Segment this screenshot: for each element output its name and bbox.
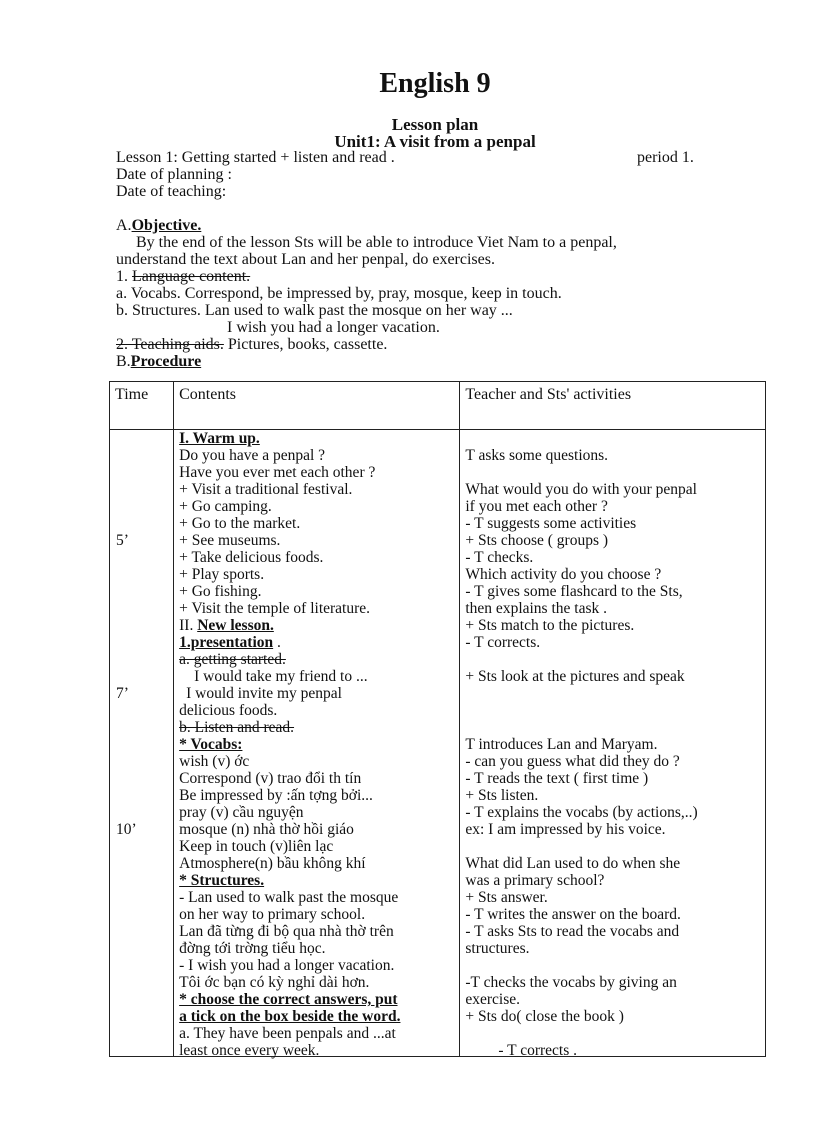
- section-b-heading: [116, 353, 201, 370]
- time-presentation: 7’: [116, 685, 129, 702]
- structures-line: b. Structures. Lan used to walk past the mosque on her way ...: [116, 302, 513, 319]
- objective-line-1: By the end of the lesson Sts will be able to introduce Viet Nam to a penpal,: [136, 234, 617, 251]
- content-line: Keep in touch (v)liên lạc: [179, 838, 334, 855]
- content-line: I would take my friend to ...: [194, 668, 368, 685]
- procedure-table: [109, 381, 766, 1057]
- teaching-aids-text: Pictures, books, cassette.: [227, 336, 388, 353]
- activity-line: - T gives some flashcard to the Sts,: [465, 583, 683, 600]
- activity-line: T asks some questions.: [465, 447, 609, 464]
- teaching-aids-title: 2. Teaching aids.: [116, 336, 224, 353]
- activity-line: exercise.: [465, 991, 521, 1008]
- content-line: pray (v) cầu nguyện: [179, 804, 304, 821]
- date-of-teaching: Date of teaching:: [116, 183, 227, 200]
- presentation-title: 1.presentation: [179, 634, 274, 651]
- activity-line: - T writes the answer on the board.: [465, 906, 681, 923]
- activity-line: + Sts do( close the book ): [465, 1008, 624, 1025]
- content-line: least once every week.: [179, 1042, 320, 1059]
- activity-line: + Sts answer.: [465, 889, 548, 906]
- language-content-title: Language content.: [132, 268, 251, 285]
- period-label: period 1.: [637, 149, 694, 166]
- teaching-aids-line: [116, 336, 387, 353]
- activity-line: if you met each other ?: [465, 498, 608, 515]
- subtitle-lesson-plan: Lesson plan: [391, 115, 479, 134]
- content-line: + See museums.: [179, 532, 281, 549]
- vocabs-heading: * Vocabs:: [179, 736, 243, 753]
- content-line: đờng tới trờng tiểu học.: [179, 940, 326, 957]
- new-lesson-prefix: II.: [179, 617, 194, 634]
- activity-line: then explains the task .: [465, 600, 607, 617]
- content-line: + Visit a traditional festival.: [179, 481, 353, 498]
- section-a-heading: [116, 217, 201, 234]
- activity-line: - T asks Sts to read the vocabs and: [465, 923, 680, 940]
- date-of-planning: Date of planning :: [116, 166, 232, 183]
- time-listen-read: 10’: [116, 821, 137, 838]
- activity-line: What did Lan used to do when she: [465, 855, 681, 872]
- header-contents: Contents: [174, 382, 460, 430]
- header-activities: Teacher and Sts' activities: [460, 382, 766, 430]
- time-cell: [110, 430, 174, 1057]
- lesson-line: Lesson 1: Getting started + listen and read .: [116, 149, 395, 166]
- activity-line: -T checks the vocabs by giving an: [465, 974, 677, 991]
- language-content-heading: [116, 268, 250, 285]
- activity-line: - T corrects.: [465, 634, 541, 651]
- listen-and-read-heading: b. Listen and read.: [179, 719, 295, 736]
- activity-line: - can you guess what did they do ?: [465, 753, 680, 770]
- activity-line: T introduces Lan and Maryam.: [465, 736, 658, 753]
- content-line: Tôi ớc bạn có kỳ nghỉ dài hơn.: [179, 974, 370, 991]
- content-line: Do you have a penpal ?: [179, 447, 326, 464]
- content-line: on her way to primary school.: [179, 906, 366, 923]
- activity-line: - T explains the vocabs (by actions,..): [465, 804, 698, 821]
- content-line: Lan đã từng đi bộ qua nhà thờ trên: [179, 923, 394, 940]
- exercise-heading-2: a tick on the box beside the word.: [179, 1008, 401, 1025]
- content-line: - Lan used to walk past the mosque: [179, 889, 399, 906]
- table-header-row: [110, 382, 766, 430]
- structures-line-2: I wish you had a longer vacation.: [227, 319, 440, 336]
- document-title: English 9: [379, 68, 491, 99]
- header-time: Time: [110, 382, 174, 430]
- activity-line: - T corrects .: [498, 1042, 577, 1059]
- vocabs-line: a. Vocabs. Correspond, be impressed by, pray, mosque, keep in touch.: [116, 285, 562, 302]
- content-line: Have you ever met each other ?: [179, 464, 376, 481]
- content-line: + Play sports.: [179, 566, 265, 583]
- exercise-heading-1: * choose the correct answers, put: [179, 991, 398, 1008]
- activity-line: ex: I am impressed by his voice.: [465, 821, 666, 838]
- content-line: Be impressed by :ấn tợng bởi...: [179, 787, 373, 804]
- subtitle-unit: Unit1: A visit from a penpal: [334, 132, 536, 151]
- content-line: wish (v) ớc: [179, 753, 250, 770]
- content-line: + Go camping.: [179, 498, 272, 515]
- activity-line: structures.: [465, 940, 530, 957]
- section-b-prefix: B.: [116, 353, 131, 370]
- new-lesson-title: New lesson.: [197, 617, 274, 634]
- content-line: - I wish you had a longer vacation.: [179, 957, 395, 974]
- contents-cell: [174, 430, 460, 1057]
- content-line: Atmosphere(n) bầu không khí: [179, 855, 366, 872]
- section-b-title: Procedure: [130, 353, 202, 370]
- time-warm-up: 5’: [116, 532, 129, 549]
- getting-started-heading: a. getting started.: [179, 651, 286, 668]
- presentation-dot: .: [277, 634, 281, 651]
- structures-heading: * Structures.: [179, 872, 265, 889]
- objective-line-2: understand the text about Lan and her penpal, do exercises.: [116, 251, 495, 268]
- activity-line: - T suggests some activities: [465, 515, 637, 532]
- activity-line: + Sts match to the pictures.: [465, 617, 635, 634]
- activity-line: was a primary school?: [465, 872, 605, 889]
- activity-line: Which activity do you choose ?: [465, 566, 662, 583]
- language-content-prefix: 1.: [116, 268, 128, 285]
- activity-line: - T reads the text ( first time ): [465, 770, 649, 787]
- content-line: + Take delicious foods.: [179, 549, 324, 566]
- content-line: delicious foods.: [179, 702, 278, 719]
- warm-up-heading: I. Warm up.: [179, 430, 260, 447]
- new-lesson-heading: [179, 617, 274, 634]
- content-line: Correspond (v) trao đổi th tín: [179, 770, 362, 787]
- section-a-title: Objective.: [131, 217, 202, 234]
- content-line: + Go fishing.: [179, 583, 262, 600]
- presentation-heading: [179, 634, 281, 651]
- activity-line: What would you do with your penpal: [465, 481, 697, 498]
- content-line: a. They have been penpals and ...at: [179, 1025, 396, 1042]
- section-a-prefix: A.: [116, 217, 132, 234]
- content-line: + Go to the market.: [179, 515, 301, 532]
- activity-line: + Sts listen.: [465, 787, 539, 804]
- content-line: I would invite my penpal: [186, 685, 342, 702]
- activity-line: - T checks.: [465, 549, 534, 566]
- content-line: + Visit the temple of literature.: [179, 600, 371, 617]
- table-body-row: [110, 430, 766, 1057]
- activities-cell: [460, 430, 766, 1057]
- activity-line: + Sts look at the pictures and speak: [465, 668, 685, 685]
- content-line: mosque (n) nhà thờ hồi giáo: [179, 821, 354, 838]
- activity-line: + Sts choose ( groups ): [465, 532, 609, 549]
